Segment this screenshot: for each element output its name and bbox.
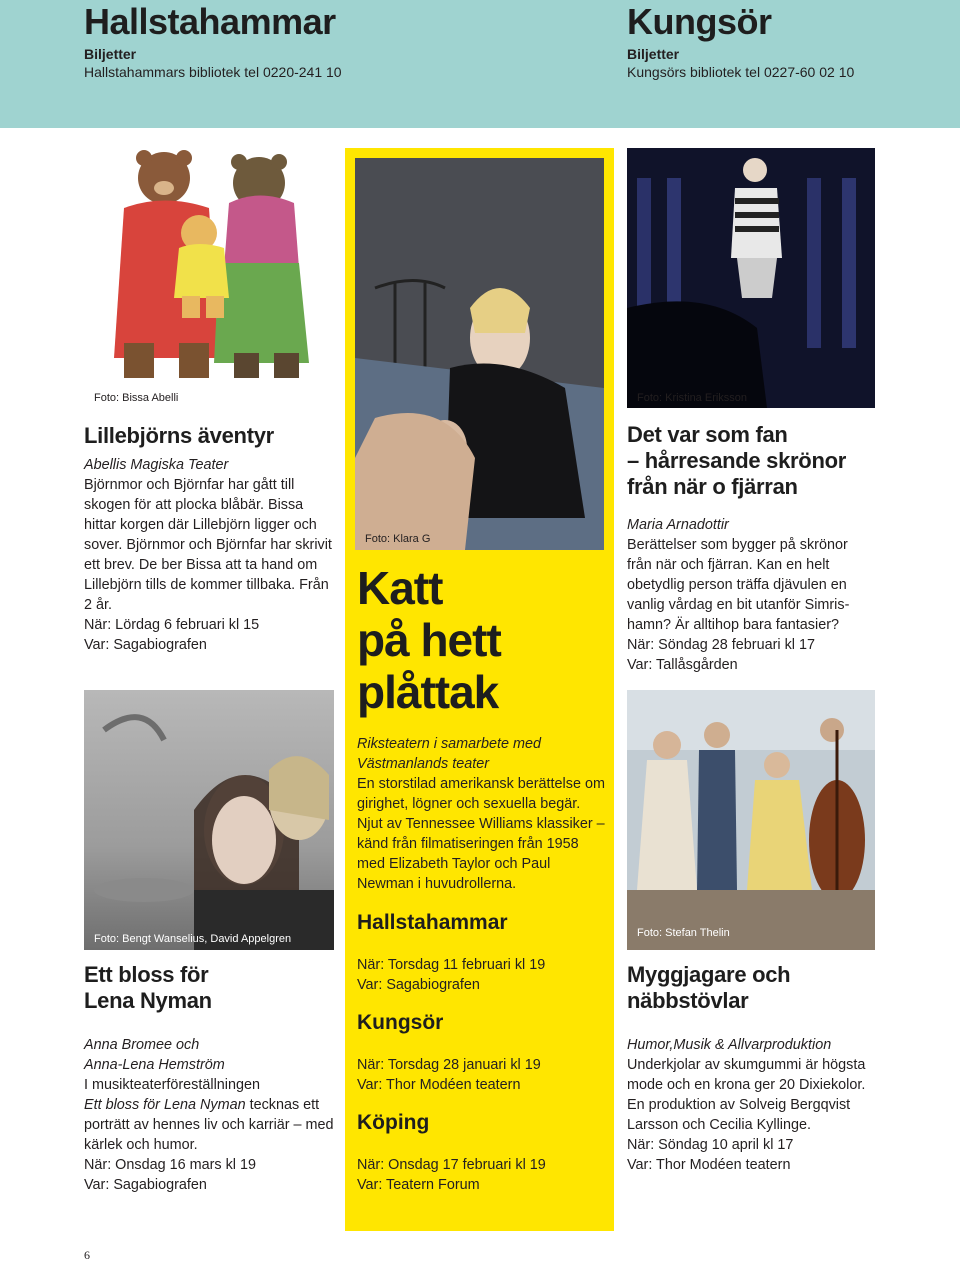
headline-line: på hett — [357, 614, 501, 666]
venue-details — [357, 1155, 607, 1195]
venue-details — [357, 1055, 607, 1095]
title-line: Det var som fan — [627, 422, 788, 447]
event-where: Var: Sagabiografen — [84, 637, 207, 653]
header-hallstahammar — [84, 2, 342, 81]
tickets-label: Biljetter — [84, 46, 137, 62]
header-kungsor — [627, 2, 854, 81]
title-line: näbbstövlar — [627, 988, 749, 1013]
bed-scene-photo — [355, 158, 604, 550]
ticket-phone: Hallstahammars bibliotek tel 0220-241 10 — [84, 64, 342, 80]
event-where: Var: Thor Modéen teatern — [627, 1157, 791, 1173]
photo-caption: Foto: Klara G — [365, 533, 431, 545]
description: Underkjolar av skumgummi är högsta mode och en krona ger 20 Dixiekolor. En produktion av Solveig Bergqvist Larsson och Cecilia Kyllinge. — [627, 1057, 866, 1133]
event-when: När: Onsdag 16 mars kl 19 — [84, 1157, 256, 1173]
event-when: När: Torsdag 11 februari kl 19 — [357, 957, 546, 973]
event-when: När: Lördag 6 februari kl 15 — [84, 617, 260, 633]
headline-line: plåttak — [357, 666, 499, 718]
title-line: Ett bloss för — [84, 962, 209, 987]
venue-details — [357, 955, 607, 995]
event-body — [84, 1035, 342, 1195]
company: Anna-Lena Hemström — [84, 1057, 225, 1073]
page-number: 6 — [84, 1248, 90, 1262]
venue-name: Kungsör — [357, 1011, 444, 1034]
company: Riksteatern i samarbete med Västmanlands teater — [357, 736, 541, 772]
photo-caption: Foto: Bengt Wanselius, David Appelgren — [94, 933, 292, 945]
title-line: från när o fjärran — [627, 474, 798, 499]
venue-name: Köping — [357, 1111, 430, 1134]
headline-line: Katt — [357, 562, 443, 614]
description — [84, 1095, 342, 1155]
event-when: När: Söndag 10 april kl 17 — [627, 1137, 794, 1153]
event-where: Var: Teatern Forum — [357, 1177, 480, 1193]
description: Berättelser som bygger på skrönor från när och fjärran. Kan en helt obetydlig person träffa djävulen en vanlig vårdag en bit utanför Simris-hamn? Är alltihop bara fantasier? — [627, 537, 850, 633]
event-body — [357, 734, 607, 894]
bears-illustration — [84, 148, 334, 388]
company: Abellis Magiska Teater — [84, 457, 229, 473]
event-when: När: Söndag 28 februari kl 17 — [627, 637, 815, 653]
event-body — [627, 1035, 872, 1175]
event-when: När: Onsdag 17 februari kl 19 — [357, 1157, 546, 1173]
event-when: När: Torsdag 28 januari kl 19 — [357, 1057, 541, 1073]
company: Humor,Musik & Allvarproduktion — [627, 1037, 832, 1053]
company: Maria Arnadottir — [627, 517, 729, 533]
event-where: Var: Thor Modéen teatern — [357, 1077, 521, 1093]
title-line: Lena Nyman — [84, 988, 212, 1013]
stage-performer-photo — [627, 148, 875, 408]
event-where: Var: Sagabiografen — [84, 1177, 207, 1193]
description-text: tecknas ett porträtt av hennes liv och karriär – med kärlek och humor. — [84, 1097, 334, 1153]
town-title: Kungsör — [627, 1, 772, 42]
company: Anna Bromee och — [84, 1037, 200, 1053]
title-line: – hårresande skrönor — [627, 448, 846, 473]
description: En storstilad amerikansk berättelse om girighet, lögner och sexuella begär. Njut av Tennessee Williams klassiker – känd från filmatiseringen från 1958 med Elizabeth Taylor och Paul Newman i huvudrollerna. — [357, 776, 605, 892]
event-title — [84, 962, 212, 1014]
tickets-label: Biljetter — [627, 46, 680, 62]
event-title — [627, 962, 790, 1014]
intro: I musikteaterföreställningen — [84, 1077, 260, 1093]
title-line: Myggjagare och — [627, 962, 791, 987]
photo-caption: Foto: Kristina Eriksson — [637, 392, 748, 404]
band-photo — [627, 690, 875, 950]
event-title: Lillebjörns äventyr — [84, 423, 274, 448]
town-title: Hallstahammar — [84, 1, 336, 42]
event-body — [627, 515, 872, 675]
katt-headline — [357, 562, 501, 718]
ticket-phone: Kungsörs bibliotek tel 0227-60 02 10 — [627, 64, 855, 80]
description: Björnmor och Björnfar har gått till skogen för att plocka blåbär. Bissa hittar korgen där Lillebjörn ligger och sover. Björnmor och Björnfar har skrivit ett brev. De ber Bissa att ta hand om Lillebjörn tills de kommer tillbaka. Från 2 år. — [84, 477, 332, 613]
event-where: Var: Sagabiografen — [357, 977, 480, 993]
two-women-photo — [84, 690, 334, 950]
venue-name: Hallstahammar — [357, 911, 508, 934]
header-band — [0, 0, 960, 128]
photo-caption: Foto: Bissa Abelli — [94, 392, 179, 404]
event-where: Var: Tallåsgården — [627, 657, 738, 673]
event-title — [627, 422, 846, 500]
event-body — [84, 455, 339, 655]
work-title: Ett bloss för Lena Nyman — [84, 1097, 246, 1113]
photo-caption: Foto: Stefan Thelin — [637, 927, 730, 939]
